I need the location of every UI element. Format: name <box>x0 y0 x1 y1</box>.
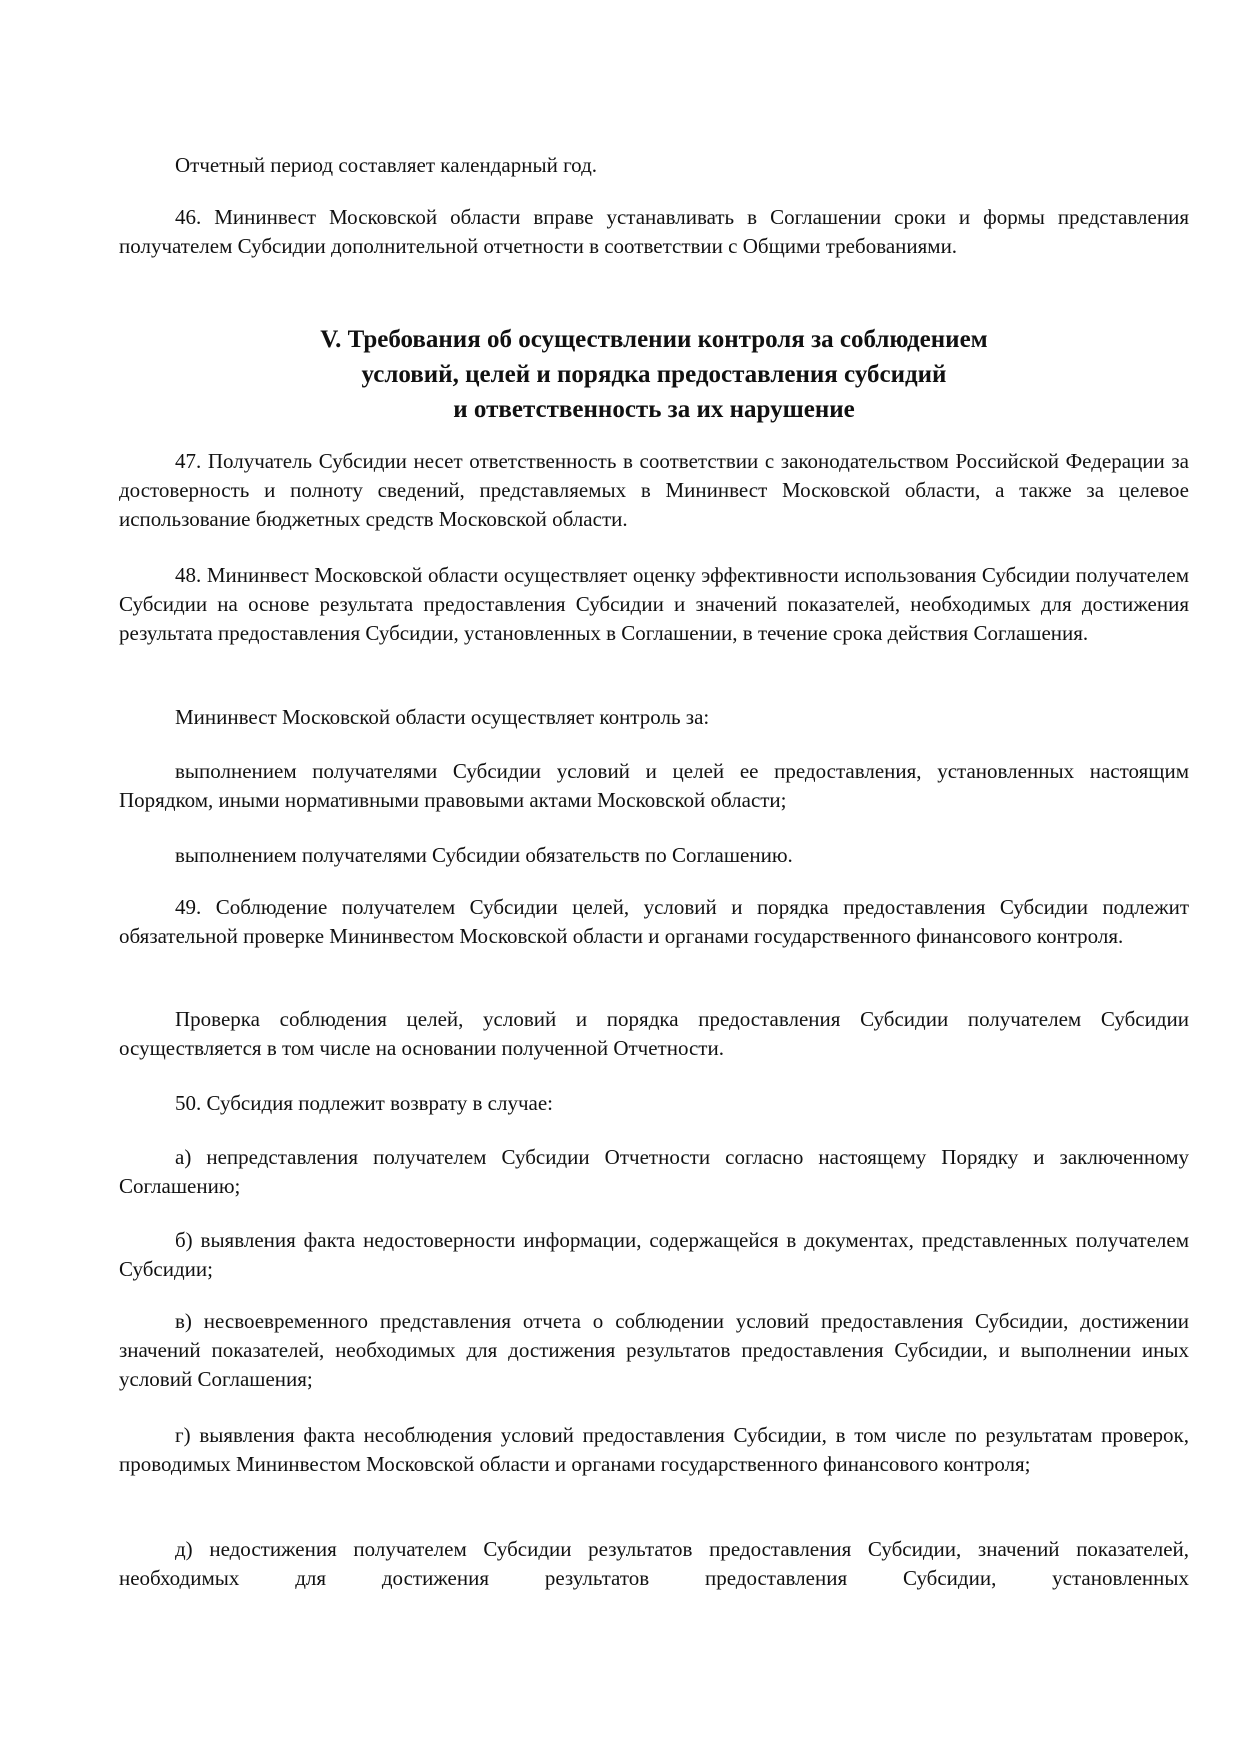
paragraph-control-obligations: выполнением получателями Субсидии обязательств по Соглашению. <box>175 843 793 867</box>
list-item-v: в) несвоевременного представления отчета о соблюдении условий предоставления Субсидии, достижении значений показателей, необходимых для достижения результатов предоставления Субсидии, и выполнении иных условий Соглашения; <box>119 1309 1189 1391</box>
paragraph-50: 50. Субсидия подлежит возврату в случае: <box>175 1091 553 1115</box>
paragraph-47: 47. Получатель Субсидии несет ответственность в соответствии с законодательством Российской Федерации за достоверность и полноту сведений, представляемых в Мининвест Московской области, а также за целевое использование бюджетных средств Московской области. <box>119 449 1189 531</box>
paragraph-48: 48. Мининвест Московской области осуществляет оценку эффективности использования Субсидии получателем Субсидии на основе результата предоставления Субсидии и значений показателей, необходимых для достижения результата предоставления Субсидии, установленных в Соглашении, в течение срока действия Соглашения. <box>119 563 1189 645</box>
heading-line-1: V. Требования об осуществлении контроля за соблюдением <box>320 326 988 353</box>
heading-line-2: условий, целей и порядка предоставления субсидий <box>361 361 947 388</box>
paragraph-46: 46. Мининвест Московской области вправе устанавливать в Соглашении сроки и формы представления получателем Субсидии дополнительной отчетности в соответствии с Общими требованиями. <box>119 205 1189 258</box>
list-item-b: б) выявления факта недостоверности информации, содержащейся в документах, представленных получателем Субсидии; <box>119 1228 1189 1281</box>
list-item-a: а) непредставления получателем Субсидии Отчетности согласно настоящему Порядку и заключенному Соглашению; <box>119 1145 1189 1198</box>
paragraph-verification: Проверка соблюдения целей, условий и порядка предоставления Субсидии получателем Субсидии осуществляется в том числе на основании полученной Отчетности. <box>119 1007 1189 1060</box>
paragraph-49: 49. Соблюдение получателем Субсидии целей, условий и порядка предоставления Субсидии подлежит обязательной проверке Мининвестом Московской области и органами государственного финансового контроля. <box>119 895 1189 948</box>
list-item-d: д) недостижения получателем Субсидии результатов предоставления Субсидии, значений показателей, необходимых для достижения результатов предоставления Субсидии, установленных <box>119 1537 1189 1590</box>
paragraph-reporting-period: Отчетный период составляет календарный год. <box>175 153 597 177</box>
heading-line-3: и ответственность за их нарушение <box>453 396 855 423</box>
paragraph-control-conditions: выполнением получателями Субсидии условий и целей ее предоставления, установленных настоящим Порядком, иными нормативными правовыми актами Московской области; <box>119 759 1189 812</box>
section-heading <box>119 322 1189 427</box>
paragraph-control-intro: Мининвест Московской области осуществляет контроль за: <box>175 705 710 729</box>
list-item-g: г) выявления факта несоблюдения условий предоставления Субсидии, в том числе по результатам проверок, проводимых Мининвестом Московской области и органами государственного финансового контроля; <box>119 1423 1189 1476</box>
